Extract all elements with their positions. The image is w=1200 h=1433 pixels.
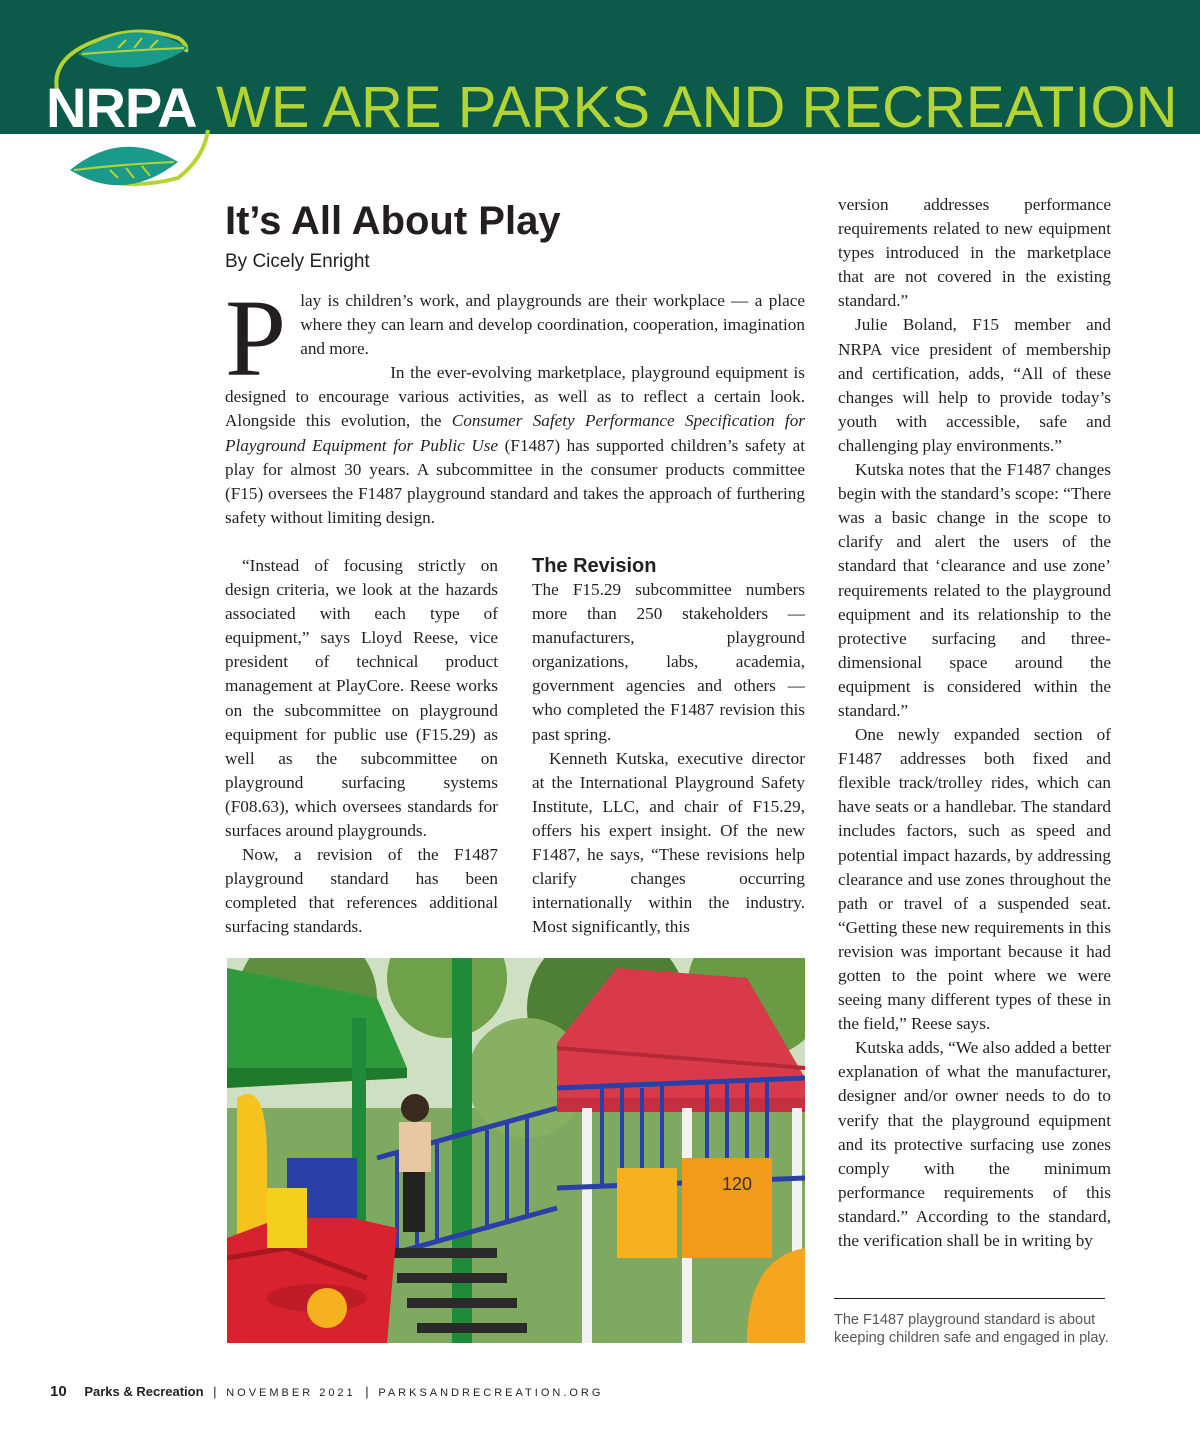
col3-paragraph: Kutska adds, “We also added a better explanation of what the manufacturer, designer and/or owner needs to do to verify that the playground equipment and its protective surfacing use zones comply with the minimum performance requirements of this standard.” According to the standard, the verification shall be in writing by [838,1038,1111,1251]
caption-rule [834,1298,1105,1299]
footer-separator: | [365,1384,369,1399]
page-number: 10 [50,1383,67,1400]
playground-photo [227,958,805,1343]
article-column-1 [225,554,498,940]
dropcap: P [225,277,287,399]
photo-sign: 120 [722,1174,753,1194]
magazine-name: Parks & Recreation [84,1384,204,1399]
col2-paragraph: Kenneth Kutska, executive director at the International Playground Safety Institute, LLC, and chair of F15.29, offers his expert insight. Of the new F1487, he says, “These revisions help clarify changes occurring internationally within the industry. Most significantly, this [532,748,805,937]
standard-title: Consumer Safety Performance Specification for Playground Equipment for Public Use [225,411,805,455]
intro-paragraph-2: In the ever-evolving marketplace, playground equipment is designed to encourage various activities, as well as to reflect a certain look. Alongside this evolution, the Consumer Safety Performance Specification for Playground Equipment for Public Use (F1487) has supported children’s safety at play for almost 30 years. A subcommittee in the consumer products committee (F15) oversees the F1487 playground standard and takes the approach of furthering safety without limiting design. [225,363,805,527]
article-intro [225,277,805,530]
page-footer [50,1383,603,1400]
issue-date: NOVEMBER 2021 [226,1387,356,1399]
photo-caption: The F1487 playground standard is about keeping children safe and engaged in play. [834,1312,1109,1346]
col2-paragraph: The F15.29 subcommittee numbers more than 250 stakeholders — manufacturers, playground organizations, labs, academia, government agencies and others — who completed the F1487 revision this past spring. [532,580,805,744]
intro-paragraph-1: lay is children’s work, and playgrounds are their workplace — a place where they can learn and develop coordination, cooperation, imagination and more. [300,291,805,359]
brand-name: NRPA [46,76,197,139]
col1-paragraph: “Instead of focusing strictly on design criteria, we look at the hazards associated with each type of equipment,” says Lloyd Reese, vice president of technical product management at PlayCore. Reese works on the subcommittee on playground equipment for public use (F15.29) as well as the subcommittee on playground surfacing systems (F08.63), which oversees standards for surfaces around playgrounds. [225,556,498,841]
article-column-2 [532,554,805,939]
header-tagline: WE ARE PARKS AND RECREATION [216,75,1178,140]
article-column-3 [838,193,1111,1253]
section-subhead: The Revision [532,555,657,577]
col3-paragraph: version addresses performance requirements related to new equipment types introduced in the marketplace that are not covered in the existing standard.” [838,195,1111,311]
article-title: It’s All About Play [225,199,561,243]
col3-paragraph: Julie Boland, F15 member and NRPA vice president of membership and certification, adds, “All of these changes will help to provide today’s youth with accessible, safe and challenging play environments.” [838,315,1111,455]
footer-separator: | [213,1384,217,1399]
col3-paragraph: Kutska notes that the F1487 changes begin with the standard’s scope: “There was a basic change in the scope to clarify and alert the users of the standard that ‘clearance and use zone’ requirements related to the playground equipment and its relationship to the protective surfacing and three-dimensional space around the equipment is considered within the standard.” [838,460,1111,720]
website-url[interactable]: PARKSANDRECREATION.ORG [378,1387,604,1399]
col3-paragraph: One newly expanded section of F1487 addresses both fixed and flexible track/trolley rides, which can have seats or a handlebar. The standard includes factors, such as speed and potential impact hazards, by addressing clearance and use zones throughout the path or travel of a suspended seat. “Getting these new requirements in this revision was important because it had gotten to the point where we were seeing many different types of these in the field,” Reese says. [838,725,1111,1034]
col1-paragraph: Now, a revision of the F1487 playground standard has been completed that references additional surfacing standards. [225,845,498,937]
article-byline: By Cicely Enright [225,251,370,272]
